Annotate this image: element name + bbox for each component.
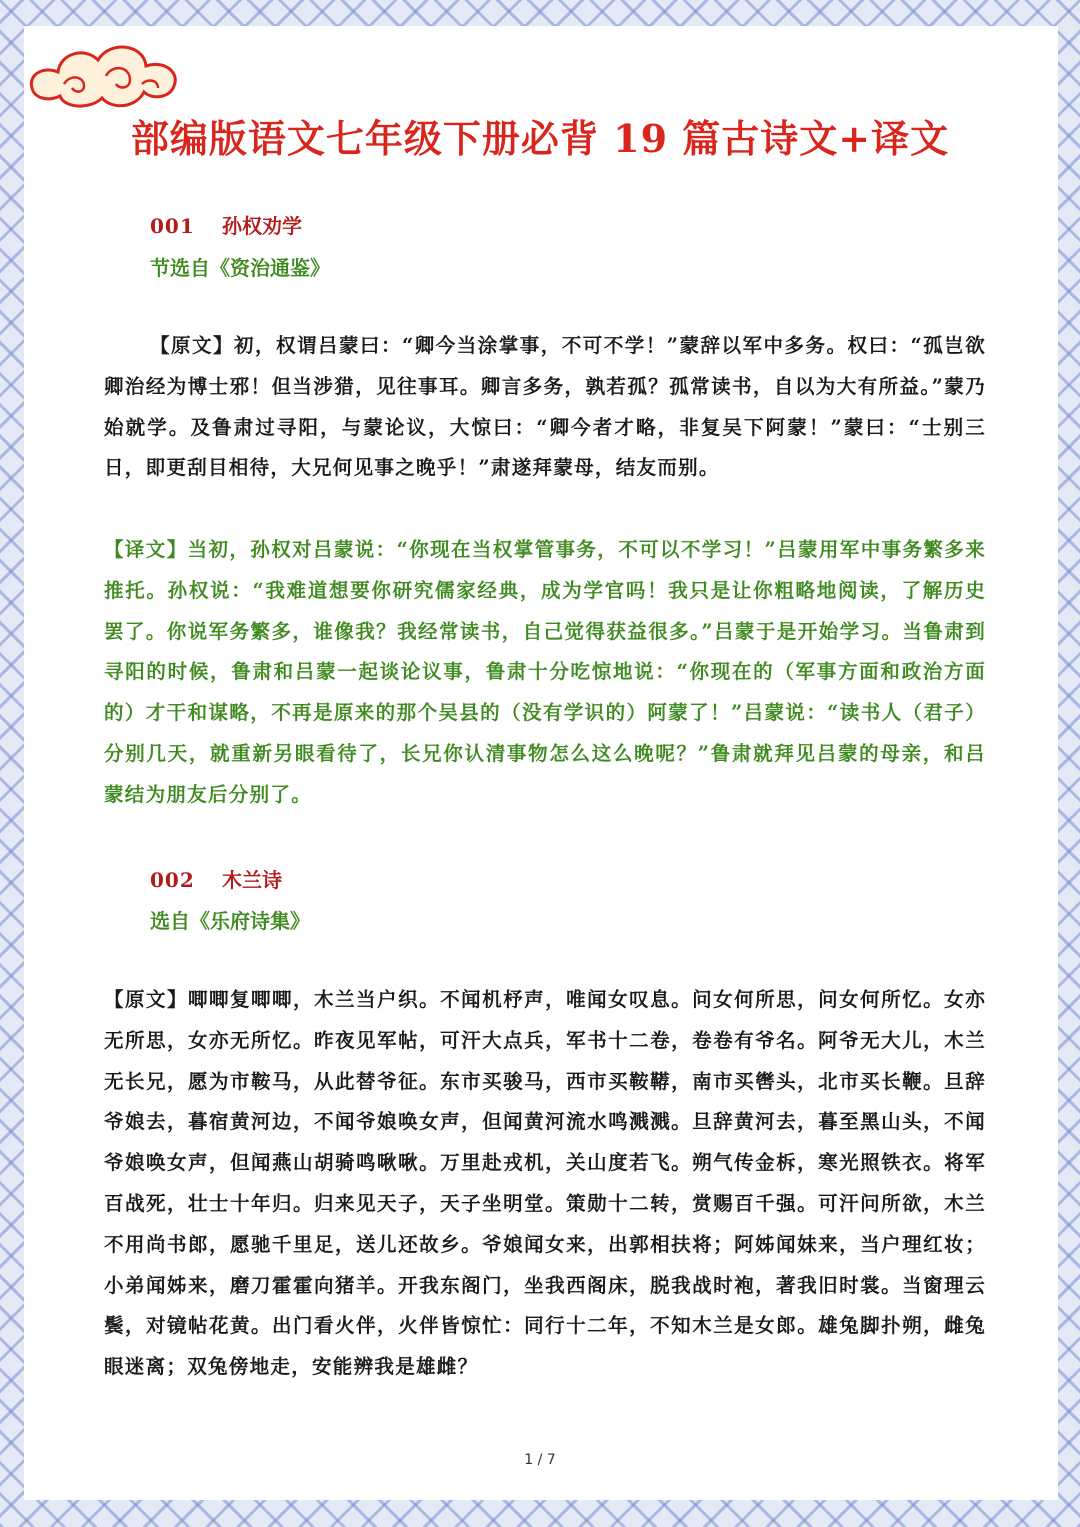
section-heading [150,864,282,893]
page-number: 1 / 7 [524,1452,556,1468]
section-source: 节选自《资治通鉴》 [150,256,330,280]
section-source: 选自《乐府诗集》 [150,909,310,933]
section-number: 001 [150,214,195,238]
original-text: 【原文】初，权谓吕蒙曰：“卿今当涂掌事，不可不学！”蒙辞以军中多务。权曰：“孤岂欲卿治经为博士邪！但当涉猎，见往事耳。卿言多务，孰若孤？孤常读书，自以为大有所益。”蒙乃始就学。及鲁肃过寻阳，与蒙论议，大惊曰：“卿今者才略，非复吴下阿蒙！”蒙曰：“士别三日，即更刮目相待，大兄何见事之晚乎！”肃遂拜蒙母，结友而别。 [104,334,986,480]
section-name: 孙权劝学 [222,214,302,238]
original-text: 【原文】唧唧复唧唧，木兰当户织。不闻机杼声，唯闻女叹息。问女何所思，问女何所忆。女亦无所思，女亦无所忆。昨夜见军帖，可汗大点兵，军书十二卷，卷卷有爷名。阿爷无大儿，木兰无长兄，愿为市鞍马，从此替爷征。东市买骏马，西市买鞍鞯，南市买辔头，北市买长鞭。旦辞爷娘去，暮宿黄河边，不闻爷娘唤女声，但闻黄河流水鸣溅溅。旦辞黄河去，暮至黑山头，不闻爷娘唤女声，但闻燕山胡骑鸣啾啾。万里赴戎机，关山度若飞。朔气传金柝，寒光照铁衣。将军百战死，壮士十年归。归来见天子，天子坐明堂。策勋十二转，赏赐百千强。可汗问所欲，木兰不用尚书郎，愿驰千里足，送儿还故乡。爷娘闻女来，出郭相扶将；阿姊闻妹来，当户理红妆；小弟闻姊来，磨刀霍霍向猪羊。开我东阁门，坐我西阁床，脱我战时袍，著我旧时裳。当窗理云鬓，对镜帖花黄。出门看火伴，火伴皆惊忙：同行十二年，不知木兰是女郎。雄兔脚扑朔，雌兔眼迷离；双兔傍地走，安能辨我是雄雌？ [104,988,986,1379]
translation-text: 【译文】当初，孙权对吕蒙说：“你现在当权掌管事务，不可以不学习！”吕蒙用军中事务繁多来推托。孙权说：“我难道想要你研究儒家经典，成为学官吗！我只是让你粗略地阅读，了解历史罢了。你说军务繁多，谁像我？我经常读书，自己觉得获益很多。”吕蒙于是开始学习。当鲁肃到寻阳的时候，鲁肃和吕蒙一起谈论议事，鲁肃十分吃惊地说：“你现在的（军事方面和政治方面的）才干和谋略，不再是原来的那个吴县的（没有学识的）阿蒙了！”吕蒙说：“读书人（君子）分别几天，就重新另眼看待了，长兄你认清事物怎么这么晚呢？”鲁肃就拜见吕蒙的母亲，和吕蒙结为朋友后分别了。 [104,538,986,806]
section-name: 木兰诗 [222,868,282,892]
section-number: 002 [150,868,195,892]
section-heading [150,210,302,239]
page-title: 部编版语文七年级下册必背 19 篇古诗文+译文 [130,116,950,161]
